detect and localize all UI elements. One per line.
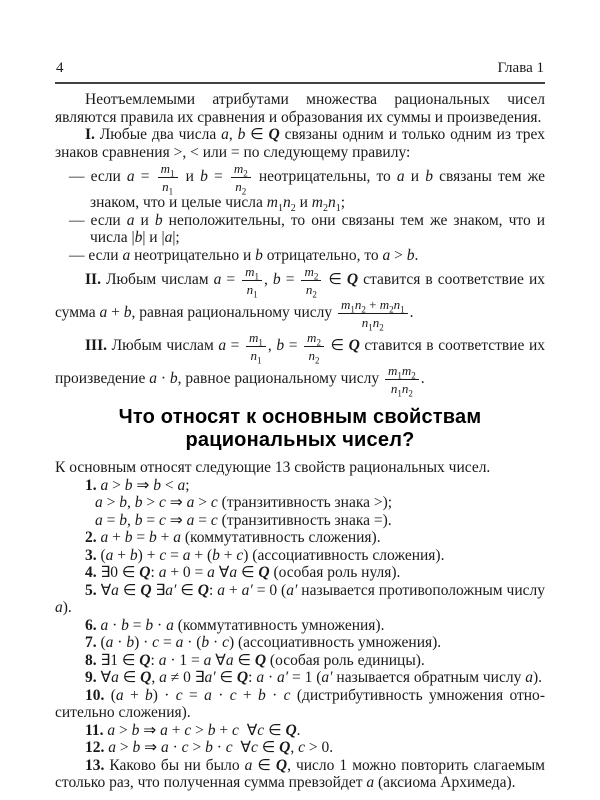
text-run: c: [159, 511, 166, 529]
running-head: [55, 60, 545, 84]
text-run: 4.: [85, 564, 97, 581]
text-run: a: [158, 564, 167, 581]
fraction-numerator: [246, 330, 266, 347]
text-run: n: [361, 315, 369, 330]
text-run: a: [111, 669, 119, 686]
paragraph: К основным относят следующие 13 свойств рациональных чисел.: [55, 459, 491, 476]
text-run: a: [218, 337, 227, 355]
text-run: a: [126, 168, 135, 186]
text-run: b: [131, 721, 140, 739]
subscript: 1: [253, 289, 258, 300]
text-run: 10.: [85, 686, 105, 704]
text-run: 3.: [85, 546, 97, 564]
text-run: Q: [275, 756, 288, 774]
text-run: Q: [348, 337, 360, 355]
subscript: 2: [411, 370, 416, 381]
paragraph: I. Любые два числа a, b ∈ Q связаны одним и только одним из трех знаков сравнения >, < или = по следующему правилу:: [55, 126, 545, 161]
subscript: 1: [170, 168, 175, 179]
text-run: c: [236, 546, 244, 564]
text-run: a: [203, 651, 212, 669]
subscript: 1: [254, 271, 260, 282]
text-run: a: [158, 651, 167, 669]
dash-item: — если a = $\frac{m_1}{n_1}$ и b = $\frac{m_2}{n_2}$ неотрицательны, то a и b связаны тем же знаком, что и целые числа $m_1n_2$ и $m_2n_1$;: [69, 161, 545, 215]
text-run: a: [173, 529, 181, 546]
text-run: a: [256, 669, 265, 686]
text-run: a: [229, 564, 238, 581]
heading-line: рациональных чисел?: [185, 429, 415, 451]
text-run: a′: [241, 581, 253, 599]
text-run: n: [162, 179, 169, 194]
text-run: m: [307, 330, 317, 345]
fraction-numerator: [242, 264, 262, 281]
text-run: 7.: [85, 634, 97, 651]
text-run: b: [124, 529, 133, 546]
numbered-item: 6. a · b = b · a (коммутативность умножения).: [85, 616, 385, 634]
text-run: m: [340, 297, 351, 312]
text-run: a′: [165, 581, 177, 599]
subscript: 2: [313, 271, 319, 282]
text-run: m: [245, 264, 255, 279]
text-run: n: [246, 282, 254, 297]
numbered-item: 11. a > b ⇒ a + c > b + c ∀c ∈ Q.: [85, 721, 301, 739]
subscript: 1: [368, 322, 373, 333]
text-run: Q: [236, 669, 249, 686]
subscript: 2: [314, 355, 320, 366]
subscript: 2: [312, 289, 317, 300]
text-run: Q: [254, 651, 267, 669]
text-run: b: [124, 476, 133, 494]
text-run: b: [153, 476, 161, 494]
text-run: Q: [285, 721, 297, 739]
text-run: a: [182, 546, 191, 564]
text-run: b: [132, 739, 141, 756]
text-run: b: [237, 126, 246, 143]
text-run: a: [95, 494, 103, 511]
text-run: a: [108, 739, 116, 756]
text-run: b: [154, 211, 163, 229]
text-run: b: [258, 686, 266, 704]
text-run: Q: [258, 564, 270, 581]
text-run: b: [201, 634, 210, 651]
text-run: a: [111, 581, 119, 599]
text-run: b: [145, 686, 153, 704]
text-run: b: [205, 739, 213, 756]
numbered-item: 10. (a + b) · c = a · c + b · c (дистрибутивность умножения относительно сложения).: [55, 686, 545, 721]
subscript: 1: [350, 304, 355, 315]
text-run: a′: [286, 581, 298, 599]
text-run: n: [393, 297, 401, 312]
text-run: c: [159, 494, 166, 511]
text-run: b: [272, 271, 281, 289]
text-run: b: [406, 246, 415, 264]
text-run: a: [177, 476, 186, 494]
text-run: a: [105, 634, 114, 651]
text-run: Q: [140, 581, 152, 599]
text-run: Q: [140, 669, 152, 686]
fraction-denominator: [246, 347, 266, 366]
text-run: a: [126, 211, 135, 229]
numbered-item: 13. Каково бы ни было a ∈ Q, число 1 можно повторить слагаемым столько раз, что полученная сумма превзойдет a (аксиома Архимеда).: [55, 756, 545, 791]
subscript: 1: [168, 186, 174, 197]
fraction: [242, 264, 262, 300]
text-run: Q: [139, 651, 151, 669]
text-run: 8.: [85, 651, 97, 669]
subscript: 1: [397, 388, 402, 399]
fraction-denominator: [242, 281, 262, 300]
dash-item: — если a и b неположительны, то они связаны тем же знаком, что и числа |b| и |a|;: [69, 211, 546, 246]
numbered-item: 9. ∀a ∈ Q, a ≠ 0 ∃a′ ∈ Q: a · a′ = 1 (a′ называется обратным числу a).: [85, 669, 543, 686]
text-run: c: [225, 739, 233, 756]
text-run: c: [250, 739, 258, 756]
chapter-label: Глава 1: [497, 60, 544, 76]
text-run: a: [244, 756, 253, 774]
text-run: a: [175, 634, 184, 651]
text-run: a: [105, 546, 114, 564]
subscript: 2: [408, 388, 413, 399]
text-run: b: [134, 229, 143, 246]
text-run: a: [55, 599, 63, 616]
text-run: n: [372, 315, 380, 330]
text-run: a: [159, 669, 167, 686]
text-run: c: [229, 686, 237, 704]
text-run: 13.: [85, 756, 105, 774]
subscript: 2: [361, 304, 366, 315]
text-run: a: [115, 686, 124, 704]
text-run: 11.: [85, 721, 104, 739]
text-run: a: [396, 168, 405, 186]
fraction: [304, 330, 324, 366]
text-run: a′: [204, 669, 216, 686]
text-run: b: [276, 337, 285, 355]
text-run: b: [119, 494, 127, 511]
fraction-numerator: [158, 161, 178, 178]
text-run: b: [145, 616, 154, 634]
dash-item: — если a неотрицательно и b отрицательно, то a > b.: [69, 246, 419, 264]
text-run: III.: [85, 337, 107, 355]
text-run: c: [184, 721, 192, 739]
text-run: 6.: [85, 616, 97, 634]
text-run: c: [257, 721, 265, 739]
fraction: [158, 161, 178, 197]
text-run: II.: [85, 271, 101, 289]
text-run: n: [235, 179, 242, 194]
fraction-denominator: [338, 314, 408, 333]
text-run: c: [175, 686, 183, 704]
text-run: b: [134, 494, 143, 511]
numbered-item: 12. a > b ⇒ a · c > b · c ∀c ∈ Q, c > 0.: [85, 739, 334, 756]
text-run: Q: [279, 739, 291, 756]
text-run: a: [221, 126, 229, 143]
paragraph: III. Любым числам a = $\frac{m_1}{n_1}$ , b = $\frac{m_2}{n_2}$ ∈ Q ставится в соответствие их произведение a · b, равное рациональному числу $\frac{m_1m_2}{n_1n_2}$ .: [55, 330, 545, 399]
text-run: m: [387, 363, 398, 378]
text-run: a: [122, 246, 131, 264]
text-run: b: [255, 246, 263, 264]
text-run: c: [210, 494, 218, 511]
fraction: [385, 363, 419, 399]
text-run: n: [305, 282, 313, 297]
text-run: Q: [197, 581, 209, 599]
text-run: a: [366, 774, 375, 791]
continuation-line: a > b, b > c ⇒ a > c (транзитивность знака >);: [95, 494, 393, 511]
fraction: [301, 264, 321, 300]
text-run: I.: [85, 126, 95, 143]
fraction-denominator: [304, 347, 324, 366]
numbered-item: 1. a > b ⇒ b < a;: [85, 476, 190, 494]
text-run: a: [213, 271, 222, 289]
fraction-denominator: [158, 178, 178, 197]
section-heading: [55, 406, 545, 452]
fraction-denominator: [301, 281, 321, 300]
text-run: Q: [139, 564, 151, 581]
text-run: a: [149, 370, 157, 388]
text-run: a: [525, 669, 533, 686]
text-run: b: [425, 168, 433, 186]
text-run: c: [159, 546, 167, 564]
text-run: a: [166, 616, 174, 634]
text-run: b: [134, 511, 143, 529]
text-run: c: [222, 634, 229, 651]
text-run: a: [161, 739, 169, 756]
text-run: a: [207, 564, 215, 581]
numbered-item: 5. ∀a ∈ Q ∃a′ ∈ Q: a + a′ = 0 (a′ называется противоположным числу a).: [55, 581, 545, 616]
fraction-numerator: [385, 363, 419, 380]
text-run: b: [129, 546, 138, 564]
text-run: c: [232, 721, 239, 739]
page-body: [55, 84, 545, 792]
text-run: b: [126, 634, 135, 651]
text-run: a: [382, 246, 391, 264]
fraction: [246, 330, 266, 366]
text-run: b: [119, 511, 127, 529]
text-run: b: [200, 168, 208, 186]
text-run: a: [225, 651, 234, 669]
text-run: m: [311, 194, 323, 211]
subscript: 2: [241, 186, 247, 197]
text-run: n: [401, 381, 409, 396]
text-run: a: [186, 494, 195, 511]
subscript: 2: [290, 203, 296, 215]
fraction-denominator: [385, 380, 419, 399]
text-run: a: [164, 229, 173, 246]
text-run: m: [401, 363, 412, 378]
text-run: c: [152, 634, 160, 651]
paragraph: Неотъемлемыми атрибутами множества рациональных чисел являются правила их сравнения и образования их суммы и произведения.: [55, 91, 545, 126]
subscript: 2: [243, 168, 248, 179]
text-run: n: [390, 381, 398, 396]
fraction-numerator: [231, 161, 251, 178]
subscript: 1: [258, 337, 263, 348]
text-run: a: [100, 529, 109, 546]
text-run: 12.: [85, 739, 105, 756]
text-run: m: [304, 264, 314, 279]
text-run: a: [217, 581, 225, 599]
paragraph: II. Любым числам a = $\frac{m_1}{n_1}$ , b = $\frac{m_2}{n_2}$ ∈ Q ставится в соответствие их сумма a + b, равная рациональному числу $\frac{m_1n_2 + m_2n_1}{n_1n_2}$ .: [55, 264, 545, 333]
numbered-item: 7. (a · b) · c = a · (b · c) (ассоциативность умножения).: [85, 634, 442, 651]
text-run: b: [212, 546, 220, 564]
fraction-denominator: [231, 178, 251, 197]
text-run: m: [379, 297, 390, 312]
subscript: 2: [379, 322, 384, 333]
subscript: 1: [277, 203, 283, 215]
text-run: a: [99, 304, 108, 322]
text-run: n: [308, 348, 315, 363]
page-number: 4: [56, 60, 64, 76]
text-run: n: [327, 194, 336, 211]
text-run: n: [354, 297, 362, 312]
text-run: 2.: [85, 529, 97, 546]
text-run: b: [149, 529, 157, 546]
text-run: a: [100, 616, 109, 634]
text-run: a: [160, 721, 168, 739]
text-run: Q: [268, 126, 280, 143]
text-run: c: [298, 739, 305, 756]
numbered-item: 3. (a + b) + c = a + (b + c) (ассоциативность сложения).: [85, 546, 445, 564]
fraction-numerator: $m_1n_2 + m_2n_1$: [338, 297, 408, 314]
text-run: b: [123, 304, 132, 322]
numbered-item: 4. ∃0 ∈ Q: a + 0 = a ∀a ∈ Q (особая роль нуля).: [85, 564, 401, 581]
subscript: 1: [397, 370, 402, 381]
fraction: [338, 297, 408, 333]
text-run: a′: [276, 669, 289, 686]
subscript: 1: [256, 355, 262, 366]
subscript: 1: [335, 203, 341, 215]
text-run: 5.: [85, 581, 97, 599]
fraction-numerator: [301, 264, 321, 281]
text-run: b: [207, 721, 216, 739]
numbered-item: 2. a + b = b + a (коммутативность сложения).: [85, 529, 381, 546]
text-run: a: [204, 686, 212, 704]
heading-line: Что относят к основным свойствам: [118, 406, 482, 428]
text-run: b: [169, 370, 178, 388]
text-run: a: [100, 476, 109, 494]
text-run: n: [250, 348, 257, 363]
text-run: m: [266, 194, 278, 211]
text-run: 1.: [85, 476, 97, 494]
text-run: a: [95, 511, 103, 529]
text-run: a: [107, 721, 116, 739]
subscript: 2: [322, 203, 328, 215]
text-run: c: [181, 739, 189, 756]
text-run: Q: [346, 271, 359, 289]
text-run: c: [283, 686, 291, 704]
text-run: m: [249, 330, 259, 345]
text-run: a: [186, 511, 195, 529]
text-run: c: [210, 511, 218, 529]
subscript: 2: [316, 337, 321, 348]
page-content: [55, 60, 545, 792]
text-run: b: [121, 616, 129, 634]
subscript: 2: [389, 304, 394, 315]
subscript: 1: [400, 304, 405, 315]
text-run: m: [233, 161, 244, 176]
continuation-line: a = b, b = c ⇒ a = c (транзитивность знака =).: [95, 511, 392, 529]
text-run: m: [160, 161, 171, 176]
text-run: a′: [321, 669, 333, 686]
text-run: n: [282, 194, 291, 211]
numbered-item: 8. ∃1 ∈ Q: a · 1 = a ∀a ∈ Q (особая роль единицы).: [85, 651, 425, 669]
text-run: 9.: [85, 669, 97, 686]
fraction-numerator: [304, 330, 324, 347]
fraction: [231, 161, 251, 197]
